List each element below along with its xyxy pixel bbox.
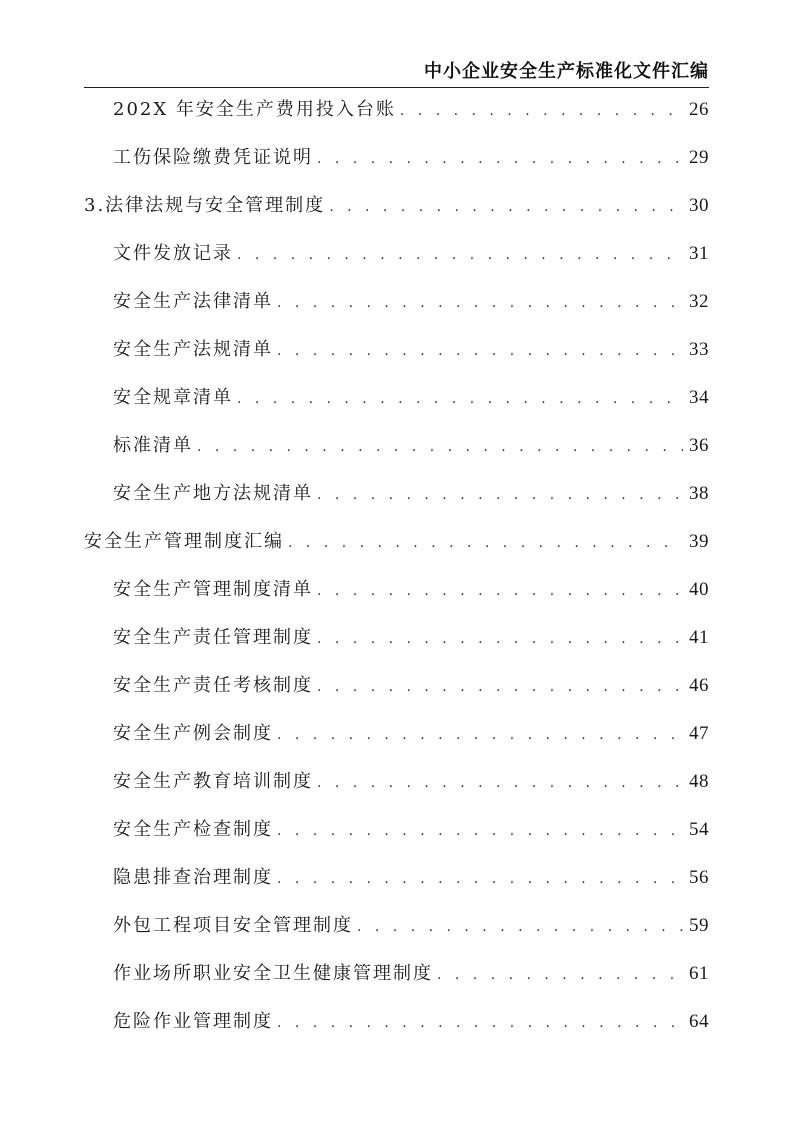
toc-entry-title: 安全生产法规清单: [113, 339, 273, 360]
page-header: [84, 55, 709, 88]
toc-entry[interactable]: [84, 710, 709, 758]
toc-entry-title: 安全生产例会制度: [113, 723, 273, 744]
toc-leader-dots: [288, 519, 683, 567]
toc-entry[interactable]: [84, 806, 709, 854]
toc-page-number: 61: [689, 963, 709, 984]
toc-page-number: 32: [689, 291, 709, 312]
toc-section-entry[interactable]: [84, 518, 709, 566]
toc-page-number: 47: [689, 723, 709, 744]
toc-entry[interactable]: [84, 470, 709, 518]
toc-entry[interactable]: [84, 134, 709, 182]
toc-page-number: 36: [689, 435, 709, 456]
toc-entry-title: 安全规章清单: [113, 387, 233, 408]
toc-entry-title: 危险作业管理制度: [113, 1011, 273, 1032]
toc-leader-dots: [277, 279, 683, 327]
toc-entry[interactable]: [84, 950, 709, 998]
toc-entry-title: 安全生产地方法规清单: [113, 483, 313, 504]
toc-entry-title: 安全生产教育培训制度: [113, 771, 313, 792]
toc-page-number: 29: [689, 147, 709, 168]
toc-entry[interactable]: [84, 566, 709, 614]
toc-leader-dots: [277, 711, 683, 759]
toc-entry[interactable]: [84, 854, 709, 902]
table-of-contents: [84, 86, 709, 1046]
toc-page-number: 26: [689, 99, 709, 120]
toc-leader-dots: [317, 663, 683, 711]
toc-entry-title: 安全生产法律清单: [113, 291, 273, 312]
toc-leader-dots: [317, 567, 683, 615]
toc-entry[interactable]: [84, 998, 709, 1046]
toc-entry[interactable]: [84, 230, 709, 278]
toc-page-number: 59: [689, 915, 709, 936]
toc-page-number: 31: [689, 243, 709, 264]
toc-entry[interactable]: [84, 278, 709, 326]
toc-page-number: 30: [689, 195, 709, 216]
toc-leader-dots: [277, 999, 683, 1047]
toc-entry[interactable]: [84, 374, 709, 422]
toc-entry-title: 作业场所职业安全卫生健康管理制度: [113, 963, 433, 984]
toc-leader-dots: [277, 855, 683, 903]
toc-leader-dots: [277, 327, 683, 375]
toc-leader-dots: [237, 231, 683, 279]
toc-leader-dots: [197, 423, 683, 471]
toc-entry[interactable]: [84, 422, 709, 470]
toc-page-number: 38: [689, 483, 709, 504]
toc-leader-dots: [357, 903, 683, 951]
toc-entry[interactable]: [84, 614, 709, 662]
toc-entry-title: 安全生产管理制度清单: [113, 579, 313, 600]
toc-leader-dots: [437, 951, 683, 999]
toc-entry-title: 安全生产责任管理制度: [113, 627, 313, 648]
toc-page-number: 64: [689, 1011, 709, 1032]
toc-entry-title: 工伤保险缴费凭证说明: [113, 147, 313, 168]
toc-entry[interactable]: [84, 662, 709, 710]
toc-leader-dots: [317, 135, 683, 183]
toc-page-number: 41: [689, 627, 709, 648]
toc-entry-title: 202X 年安全生产费用投入台账: [113, 99, 396, 120]
toc-entry[interactable]: [84, 326, 709, 374]
toc-entry-title: 安全生产责任考核制度: [113, 675, 313, 696]
toc-entry-title: 3.法律法规与安全管理制度: [84, 195, 326, 216]
toc-leader-dots: [317, 615, 683, 663]
toc-page-number: 56: [689, 867, 709, 888]
document-title: 中小企业安全生产标准化文件汇编: [424, 61, 709, 82]
toc-page-number: 39: [689, 531, 709, 552]
toc-entry[interactable]: [84, 758, 709, 806]
toc-page-number: 33: [689, 339, 709, 360]
toc-page-number: 40: [689, 579, 709, 600]
toc-leader-dots: [317, 471, 683, 519]
toc-entry-title: 文件发放记录: [113, 243, 233, 264]
toc-leader-dots: [329, 183, 683, 231]
toc-entry-title: 安全生产检查制度: [113, 819, 273, 840]
toc-leader-dots: [277, 807, 683, 855]
toc-section-entry[interactable]: [84, 182, 709, 230]
toc-page-number: 48: [689, 771, 709, 792]
toc-leader-dots: [237, 375, 683, 423]
toc-entry[interactable]: [84, 902, 709, 950]
toc-page-number: 34: [689, 387, 709, 408]
toc-leader-dots: [400, 87, 683, 135]
toc-entry[interactable]: [84, 86, 709, 134]
toc-page-number: 54: [689, 819, 709, 840]
toc-entry-title: 隐患排查治理制度: [113, 867, 273, 888]
toc-entry-title: 安全生产管理制度汇编: [84, 531, 284, 552]
toc-page-number: 46: [689, 675, 709, 696]
toc-leader-dots: [317, 759, 683, 807]
toc-entry-title: 外包工程项目安全管理制度: [113, 915, 353, 936]
toc-entry-title: 标准清单: [113, 435, 193, 456]
